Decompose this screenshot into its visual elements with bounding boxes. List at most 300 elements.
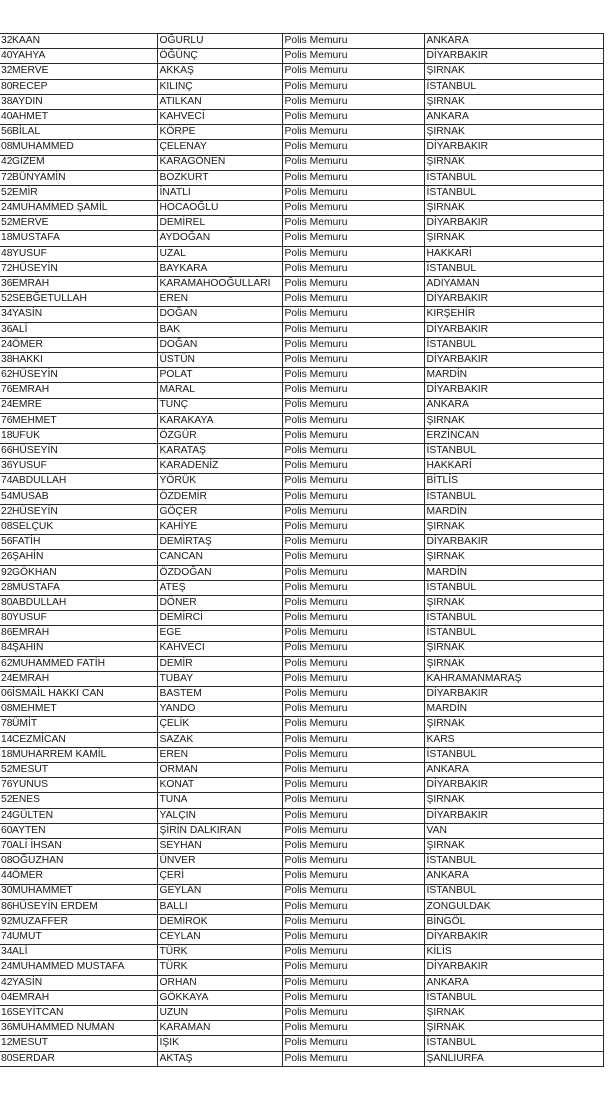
last-name-cell: SEYHAN bbox=[157, 838, 282, 853]
row-number: 24 bbox=[1, 399, 13, 411]
first-name: EMRAH bbox=[12, 991, 50, 1003]
city-cell: DİYARBAKIR bbox=[424, 292, 603, 307]
first-name-cell bbox=[0, 292, 157, 307]
first-name-cell bbox=[0, 155, 157, 170]
first-name: KAAN bbox=[12, 34, 41, 46]
personnel-table-body bbox=[0, 34, 603, 1067]
first-name-cell bbox=[0, 246, 157, 261]
city-cell: HAKKARİ bbox=[424, 459, 603, 474]
first-name: AYTEN bbox=[12, 824, 46, 836]
row-number: 36 bbox=[1, 277, 13, 289]
last-name-cell: TUNÇ bbox=[157, 398, 282, 413]
last-name-cell: AYDOĞAN bbox=[157, 231, 282, 246]
first-name-cell bbox=[0, 428, 157, 443]
row-number: 34 bbox=[1, 946, 13, 958]
city-cell: MARDİN bbox=[424, 504, 603, 519]
first-name: MERVE bbox=[12, 65, 49, 77]
table-row bbox=[0, 201, 603, 216]
table-row bbox=[0, 216, 603, 231]
last-name-cell: KAHVECİ bbox=[157, 109, 282, 124]
city-cell: İSTANBUL bbox=[424, 1036, 603, 1051]
table-row bbox=[0, 884, 603, 899]
first-name: HÜSEYİN bbox=[12, 369, 58, 381]
table-row bbox=[0, 79, 603, 94]
title-cell: Polis Memuru bbox=[282, 428, 424, 443]
city-cell: İSTANBUL bbox=[424, 747, 603, 762]
first-name-cell bbox=[0, 535, 157, 550]
city-cell: DİYARBAKIR bbox=[424, 808, 603, 823]
first-name: YUSUF bbox=[12, 460, 47, 472]
first-name: EMRAH bbox=[12, 672, 50, 684]
first-name-cell bbox=[0, 368, 157, 383]
first-name: ŞAHİN bbox=[12, 551, 44, 563]
first-name: ABDULLAH bbox=[12, 596, 67, 608]
city-cell: ŞIRNAK bbox=[424, 717, 603, 732]
city-cell: ŞIRNAK bbox=[424, 413, 603, 428]
last-name-cell: DEMİRCİ bbox=[157, 611, 282, 626]
last-name-cell: EGE bbox=[157, 626, 282, 641]
last-name-cell: ŞİRİN DALKIRAN bbox=[157, 823, 282, 838]
table-row bbox=[0, 520, 603, 535]
city-cell: MARDİN bbox=[424, 368, 603, 383]
table-row bbox=[0, 185, 603, 200]
title-cell: Polis Memuru bbox=[282, 930, 424, 945]
table-row bbox=[0, 34, 603, 49]
title-cell: Polis Memuru bbox=[282, 899, 424, 914]
first-name-cell bbox=[0, 945, 157, 960]
table-row bbox=[0, 975, 603, 990]
city-cell: DİYARBAKIR bbox=[424, 383, 603, 398]
first-name: MUHAMMED NUMAN bbox=[12, 1022, 115, 1034]
last-name-cell: KARADENİZ bbox=[157, 459, 282, 474]
last-name-cell: DOĞAN bbox=[157, 337, 282, 352]
city-cell: ŞIRNAK bbox=[424, 641, 603, 656]
title-cell: Polis Memuru bbox=[282, 398, 424, 413]
first-name-cell bbox=[0, 216, 157, 231]
first-name: EMRAH bbox=[12, 384, 50, 396]
first-name: GİZEM bbox=[12, 156, 45, 168]
row-number: 14 bbox=[1, 733, 13, 745]
last-name-cell: EREN bbox=[157, 747, 282, 762]
city-cell: ANKARA bbox=[424, 34, 603, 49]
city-cell: KARS bbox=[424, 732, 603, 747]
row-number: 16 bbox=[1, 1006, 13, 1018]
title-cell: Polis Memuru bbox=[282, 201, 424, 216]
last-name-cell: ÜNVER bbox=[157, 854, 282, 869]
title-cell: Polis Memuru bbox=[282, 1051, 424, 1066]
row-number: 74 bbox=[1, 931, 13, 942]
first-name: ÖMER bbox=[12, 870, 43, 882]
row-number: 52 bbox=[1, 186, 13, 198]
city-cell: BİNGÖL bbox=[424, 914, 603, 929]
first-name-cell bbox=[0, 808, 157, 823]
title-cell: Polis Memuru bbox=[282, 884, 424, 899]
last-name-cell: BAYKARA bbox=[157, 261, 282, 276]
first-name-cell bbox=[0, 201, 157, 216]
title-cell: Polis Memuru bbox=[282, 960, 424, 975]
title-cell: Polis Memuru bbox=[282, 246, 424, 261]
table-row bbox=[0, 1036, 603, 1051]
table-row bbox=[0, 246, 603, 261]
row-number: 04 bbox=[1, 991, 13, 1003]
title-cell: Polis Memuru bbox=[282, 216, 424, 231]
title-cell: Polis Memuru bbox=[282, 747, 424, 762]
first-name: GÖKHAN bbox=[12, 566, 57, 578]
first-name-cell bbox=[0, 899, 157, 914]
title-cell: Polis Memuru bbox=[282, 914, 424, 929]
first-name: HÜSEYİN ERDEM bbox=[12, 900, 98, 912]
row-number: 76 bbox=[1, 384, 13, 396]
first-name-cell bbox=[0, 793, 157, 808]
first-name-cell bbox=[0, 930, 157, 945]
title-cell: Polis Memuru bbox=[282, 990, 424, 1005]
table-row bbox=[0, 489, 603, 504]
row-number: 34 bbox=[1, 308, 13, 320]
last-name-cell: ÖĞÜNÇ bbox=[157, 49, 282, 64]
first-name-cell bbox=[0, 641, 157, 656]
first-name: GÜLTEN bbox=[12, 809, 54, 821]
row-number: 18 bbox=[1, 429, 13, 441]
first-name: ENES bbox=[12, 794, 41, 806]
row-number: 44 bbox=[1, 870, 13, 882]
table-row bbox=[0, 277, 603, 292]
city-cell: KIRŞEHİR bbox=[424, 307, 603, 322]
row-number: 92 bbox=[1, 915, 13, 927]
title-cell: Polis Memuru bbox=[282, 125, 424, 140]
first-name-cell bbox=[0, 413, 157, 428]
first-name: AYDIN bbox=[12, 95, 43, 107]
first-name: UFUK bbox=[12, 429, 41, 441]
row-number: 72 bbox=[1, 171, 13, 183]
first-name: YUSUF bbox=[12, 247, 47, 259]
last-name-cell: KARATAŞ bbox=[157, 444, 282, 459]
row-number: 24 bbox=[1, 202, 13, 213]
row-number: 08 bbox=[1, 141, 13, 153]
row-number: 38 bbox=[1, 95, 13, 107]
first-name: RECEP bbox=[12, 80, 48, 92]
title-cell: Polis Memuru bbox=[282, 1036, 424, 1051]
city-cell: ŞIRNAK bbox=[424, 550, 603, 565]
last-name-cell: ÖZDEMİR bbox=[157, 489, 282, 504]
table-row bbox=[0, 990, 603, 1005]
last-name-cell: DEMİRTAŞ bbox=[157, 535, 282, 550]
first-name: HÜSEYİN bbox=[12, 262, 58, 274]
table-row bbox=[0, 292, 603, 307]
first-name-cell bbox=[0, 185, 157, 200]
title-cell: Polis Memuru bbox=[282, 79, 424, 94]
first-name: BİLAL bbox=[12, 126, 41, 138]
table-row bbox=[0, 899, 603, 914]
last-name-cell: KILINÇ bbox=[157, 79, 282, 94]
table-row bbox=[0, 170, 603, 185]
table-row bbox=[0, 109, 603, 124]
first-name-cell bbox=[0, 322, 157, 337]
last-name-cell: KARAGÖNEN bbox=[157, 155, 282, 170]
row-number: 62 bbox=[1, 369, 13, 381]
city-cell: DİYARBAKIR bbox=[424, 778, 603, 793]
last-name-cell: GEYLAN bbox=[157, 884, 282, 899]
last-name-cell: ÇELENAY bbox=[157, 140, 282, 155]
city-cell: İSTANBUL bbox=[424, 884, 603, 899]
table-row bbox=[0, 428, 603, 443]
city-cell: İSTANBUL bbox=[424, 580, 603, 595]
row-number: 86 bbox=[1, 900, 13, 912]
last-name-cell: DEMİREL bbox=[157, 216, 282, 231]
first-name-cell bbox=[0, 975, 157, 990]
first-name-cell bbox=[0, 170, 157, 185]
table-row bbox=[0, 945, 603, 960]
table-row bbox=[0, 778, 603, 793]
first-name: HÜSEYİN bbox=[12, 505, 58, 517]
last-name-cell: YALÇIN bbox=[157, 808, 282, 823]
table-row bbox=[0, 322, 603, 337]
row-number: 06 bbox=[1, 688, 13, 699]
title-cell: Polis Memuru bbox=[282, 702, 424, 717]
first-name: ALİ bbox=[12, 323, 28, 335]
last-name-cell: ÇERİ bbox=[157, 869, 282, 884]
last-name-cell: KONAT bbox=[157, 778, 282, 793]
last-name-cell: KÖRPE bbox=[157, 125, 282, 140]
row-number: 80 bbox=[1, 596, 13, 608]
title-cell: Polis Memuru bbox=[282, 459, 424, 474]
title-cell: Polis Memuru bbox=[282, 155, 424, 170]
city-cell: ANKARA bbox=[424, 869, 603, 884]
first-name: HAKKI bbox=[12, 353, 43, 365]
title-cell: Polis Memuru bbox=[282, 49, 424, 64]
first-name-cell bbox=[0, 869, 157, 884]
table-row bbox=[0, 747, 603, 762]
city-cell: İSTANBUL bbox=[424, 990, 603, 1005]
title-cell: Polis Memuru bbox=[282, 732, 424, 747]
first-name-cell bbox=[0, 671, 157, 686]
title-cell: Polis Memuru bbox=[282, 94, 424, 109]
city-cell: ANKARA bbox=[424, 109, 603, 124]
first-name: MUSTAFA bbox=[12, 232, 60, 244]
table-row bbox=[0, 626, 603, 641]
city-cell: ŞIRNAK bbox=[424, 793, 603, 808]
last-name-cell: MARAL bbox=[157, 383, 282, 398]
row-number: 42 bbox=[1, 156, 13, 168]
title-cell: Polis Memuru bbox=[282, 580, 424, 595]
title-cell: Polis Memuru bbox=[282, 550, 424, 565]
first-name: SEYİTCAN bbox=[12, 1006, 64, 1018]
title-cell: Polis Memuru bbox=[282, 504, 424, 519]
last-name-cell: GÖKKAYA bbox=[157, 990, 282, 1005]
last-name-cell: BOZKURT bbox=[157, 170, 282, 185]
first-name-cell bbox=[0, 626, 157, 641]
first-name: MUSTAFA bbox=[12, 581, 60, 593]
table-row bbox=[0, 261, 603, 276]
city-cell: İSTANBUL bbox=[424, 444, 603, 459]
city-cell: ŞANLIURFA bbox=[424, 1051, 603, 1066]
first-name-cell bbox=[0, 732, 157, 747]
table-row bbox=[0, 854, 603, 869]
row-number: 38 bbox=[1, 353, 13, 365]
city-cell: ŞIRNAK bbox=[424, 125, 603, 140]
first-name-cell bbox=[0, 595, 157, 610]
city-cell: İSTANBUL bbox=[424, 337, 603, 352]
table-row bbox=[0, 763, 603, 778]
first-name: YASİN bbox=[12, 976, 43, 988]
table-row bbox=[0, 125, 603, 140]
title-cell: Polis Memuru bbox=[282, 838, 424, 853]
city-cell: ŞIRNAK bbox=[424, 94, 603, 109]
first-name: ÖMER bbox=[12, 338, 43, 350]
title-cell: Polis Memuru bbox=[282, 778, 424, 793]
row-number: 52 bbox=[1, 217, 13, 229]
table-row bbox=[0, 504, 603, 519]
table-row bbox=[0, 1006, 603, 1021]
table-row bbox=[0, 641, 603, 656]
table-row bbox=[0, 671, 603, 686]
city-cell: ADIYAMAN bbox=[424, 277, 603, 292]
first-name: YUSUF bbox=[12, 612, 47, 624]
city-cell: HAKKARİ bbox=[424, 246, 603, 261]
last-name-cell: BALLI bbox=[157, 899, 282, 914]
first-name-cell bbox=[0, 565, 157, 580]
last-name-cell: OĞURLU bbox=[157, 34, 282, 49]
first-name: ABDULLAH bbox=[12, 475, 67, 487]
table-row bbox=[0, 732, 603, 747]
city-cell: İSTANBUL bbox=[424, 611, 603, 626]
title-cell: Polis Memuru bbox=[282, 520, 424, 535]
row-number: 76 bbox=[1, 414, 13, 426]
first-name: ŞAHİN bbox=[12, 642, 44, 654]
title-cell: Polis Memuru bbox=[282, 277, 424, 292]
last-name-cell: SAZAK bbox=[157, 732, 282, 747]
first-name-cell bbox=[0, 1006, 157, 1021]
table-row bbox=[0, 94, 603, 109]
last-name-cell: POLAT bbox=[157, 368, 282, 383]
first-name: ALİ İHSAN bbox=[12, 839, 62, 851]
row-number: 84 bbox=[1, 642, 13, 654]
first-name-cell bbox=[0, 34, 157, 49]
row-number: 32 bbox=[1, 34, 13, 46]
first-name: FATİH bbox=[12, 536, 41, 548]
personnel-table bbox=[0, 33, 604, 1067]
row-number: 36 bbox=[1, 323, 13, 335]
last-name-cell: GÖÇER bbox=[157, 504, 282, 519]
first-name: MEHMET bbox=[12, 703, 57, 715]
row-number: 26 bbox=[1, 551, 13, 563]
row-number: 62 bbox=[1, 657, 13, 669]
table-row bbox=[0, 140, 603, 155]
first-name: BÜNYAMİN bbox=[12, 171, 66, 183]
first-name: MUHAMMET bbox=[12, 885, 73, 897]
row-number: 18 bbox=[1, 232, 13, 244]
row-number: 80 bbox=[1, 80, 13, 92]
first-name-cell bbox=[0, 823, 157, 838]
table-row bbox=[0, 307, 603, 322]
last-name-cell: TÜRK bbox=[157, 945, 282, 960]
city-cell: DİYARBAKIR bbox=[424, 535, 603, 550]
title-cell: Polis Memuru bbox=[282, 337, 424, 352]
title-cell: Polis Memuru bbox=[282, 474, 424, 489]
row-number: 72 bbox=[1, 262, 13, 274]
first-name: MEHMET bbox=[12, 414, 57, 426]
row-number: 66 bbox=[1, 445, 13, 456]
table-row bbox=[0, 535, 603, 550]
row-number: 76 bbox=[1, 779, 13, 791]
title-cell: Polis Memuru bbox=[282, 945, 424, 960]
last-name-cell: BASTEM bbox=[157, 687, 282, 702]
first-name-cell bbox=[0, 277, 157, 292]
city-cell: DİYARBAKIR bbox=[424, 322, 603, 337]
table-row bbox=[0, 838, 603, 853]
first-name-cell bbox=[0, 838, 157, 853]
last-name-cell: CANCAN bbox=[157, 550, 282, 565]
city-cell: İSTANBUL bbox=[424, 170, 603, 185]
table-row bbox=[0, 580, 603, 595]
first-name-cell bbox=[0, 960, 157, 975]
city-cell: DİYARBAKIR bbox=[424, 930, 603, 945]
table-row bbox=[0, 914, 603, 929]
city-cell: İSTANBUL bbox=[424, 854, 603, 869]
last-name-cell: YANDO bbox=[157, 702, 282, 717]
city-cell: ŞIRNAK bbox=[424, 231, 603, 246]
last-name-cell: İNATLI bbox=[157, 185, 282, 200]
first-name-cell bbox=[0, 125, 157, 140]
last-name-cell: ÖZDOĞAN bbox=[157, 565, 282, 580]
title-cell: Polis Memuru bbox=[282, 261, 424, 276]
table-row bbox=[0, 337, 603, 352]
city-cell: ŞIRNAK bbox=[424, 520, 603, 535]
title-cell: Polis Memuru bbox=[282, 34, 424, 49]
city-cell: DİYARBAKIR bbox=[424, 687, 603, 702]
table-row bbox=[0, 352, 603, 367]
row-number: 78 bbox=[1, 718, 13, 730]
city-cell: İSTANBUL bbox=[424, 261, 603, 276]
title-cell: Polis Memuru bbox=[282, 489, 424, 504]
city-cell: ŞIRNAK bbox=[424, 595, 603, 610]
row-number: 70 bbox=[1, 839, 13, 851]
first-name-cell bbox=[0, 474, 157, 489]
city-cell: ANKARA bbox=[424, 763, 603, 778]
table-row bbox=[0, 793, 603, 808]
row-number: 54 bbox=[1, 490, 13, 502]
last-name-cell: CEYLAN bbox=[157, 930, 282, 945]
city-cell: ŞIRNAK bbox=[424, 201, 603, 216]
first-name: EMRAH bbox=[12, 277, 50, 289]
last-name-cell: AKKAŞ bbox=[157, 64, 282, 79]
first-name-cell bbox=[0, 550, 157, 565]
first-name-cell bbox=[0, 1036, 157, 1051]
first-name: ALİ bbox=[12, 946, 28, 958]
title-cell: Polis Memuru bbox=[282, 292, 424, 307]
city-cell: ŞIRNAK bbox=[424, 1006, 603, 1021]
last-name-cell: TUBAY bbox=[157, 671, 282, 686]
row-number: 22 bbox=[1, 505, 13, 517]
first-name: MERVE bbox=[12, 217, 49, 229]
first-name-cell bbox=[0, 231, 157, 246]
title-cell: Polis Memuru bbox=[282, 626, 424, 641]
title-cell: Polis Memuru bbox=[282, 322, 424, 337]
title-cell: Polis Memuru bbox=[282, 565, 424, 580]
table-row bbox=[0, 64, 603, 79]
last-name-cell: UZUN bbox=[157, 1006, 282, 1021]
table-row bbox=[0, 459, 603, 474]
title-cell: Polis Memuru bbox=[282, 368, 424, 383]
row-number: 18 bbox=[1, 748, 13, 760]
title-cell: Polis Memuru bbox=[282, 763, 424, 778]
first-name-cell bbox=[0, 49, 157, 64]
city-cell: ŞIRNAK bbox=[424, 656, 603, 671]
city-cell: ANKARA bbox=[424, 398, 603, 413]
row-number: 80 bbox=[1, 1052, 13, 1064]
table-row bbox=[0, 368, 603, 383]
row-number: 74 bbox=[1, 475, 13, 487]
first-name: SEBĞETULLAH bbox=[12, 293, 87, 305]
